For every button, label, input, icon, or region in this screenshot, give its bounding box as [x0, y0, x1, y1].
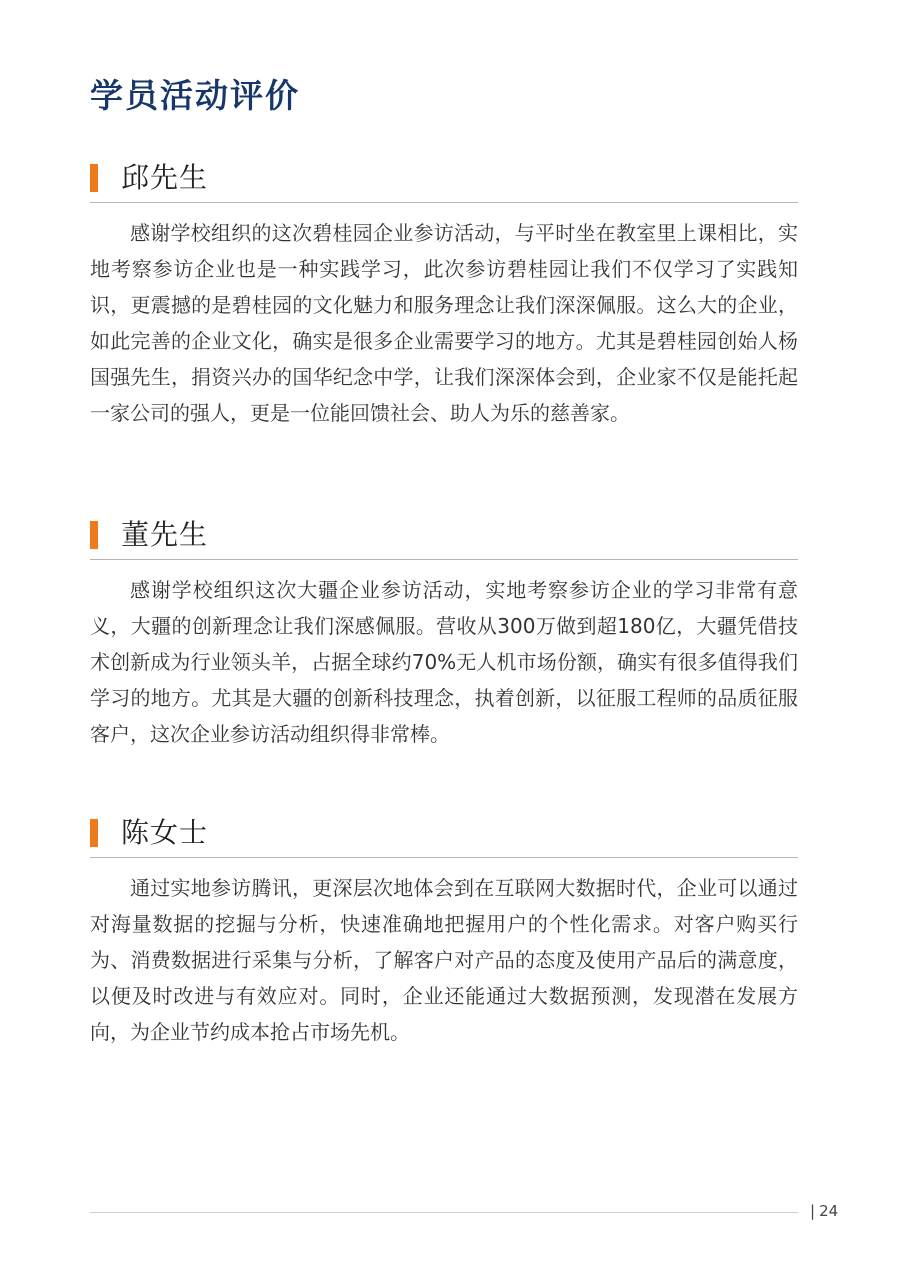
review-text: 通过实地参访腾讯，更深层次地体会到在互联网大数据时代，企业可以通过对海量数据的挖掘与分析，快速准确地把握用户的个性化需求。对客户购买行为、消费数据进行采集与分析，了解客户对产品的态度及使用产品后的满意度，以便及时改进与有效应对。同时，企业还能通过大数据预测，发现潜在发展方向，为企业节约成本抢占市场先机。	[90, 876, 798, 1044]
review-text: 感谢学校组织的这次碧桂园企业参访活动，与平时坐在教室里上课相比，实地考察参访企业也是一种实践学习，此次参访碧桂园让我们不仅学习了实践知识，更震撼的是碧桂园的文化魅力和服务理念让我们深深佩服。这么大的企业，如此完善的企业文化，确实是很多企业需要学习的地方。尤其是碧桂园创始人杨国强先生，捐资兴办的国华纪念中学，让我们深深体会到，企业家不仅是能托起一家公司的强人，更是一位能回馈社会、助人为乐的慈善家。	[90, 221, 798, 425]
page-number-value: 24	[819, 1202, 839, 1220]
reviewer-name: 董先生	[121, 518, 209, 551]
review-text: 感谢学校组织这次大疆企业参访活动，实地考察参访企业的学习非常有意义，大疆的创新理念让我们深感佩服。营收从300万做到超180亿，大疆凭借技术创新成为行业领头羊，占据全球约70%无人机市场份额，确实有很多值得我们学习的地方。尤其是大疆的创新科技理念，执着创新，以征服工程师的品质征服客户，这次企业参访活动组织得非常棒。	[90, 578, 798, 746]
review-section-qiu	[90, 160, 798, 431]
footer-divider	[90, 1212, 798, 1213]
section-accent-bar	[90, 164, 98, 192]
review-section-chen	[90, 815, 798, 1050]
section-header	[90, 160, 798, 203]
page-title: 学员活动评价	[90, 76, 300, 115]
section-header	[90, 517, 798, 560]
reviewer-name: 邱先生	[121, 161, 209, 194]
reviewer-name: 陈女士	[121, 816, 209, 849]
page-number	[810, 1201, 838, 1221]
review-section-dong	[90, 517, 798, 752]
page-number-separator: |	[810, 1202, 816, 1220]
section-header	[90, 815, 798, 858]
section-accent-bar	[90, 819, 98, 847]
section-accent-bar	[90, 521, 98, 549]
